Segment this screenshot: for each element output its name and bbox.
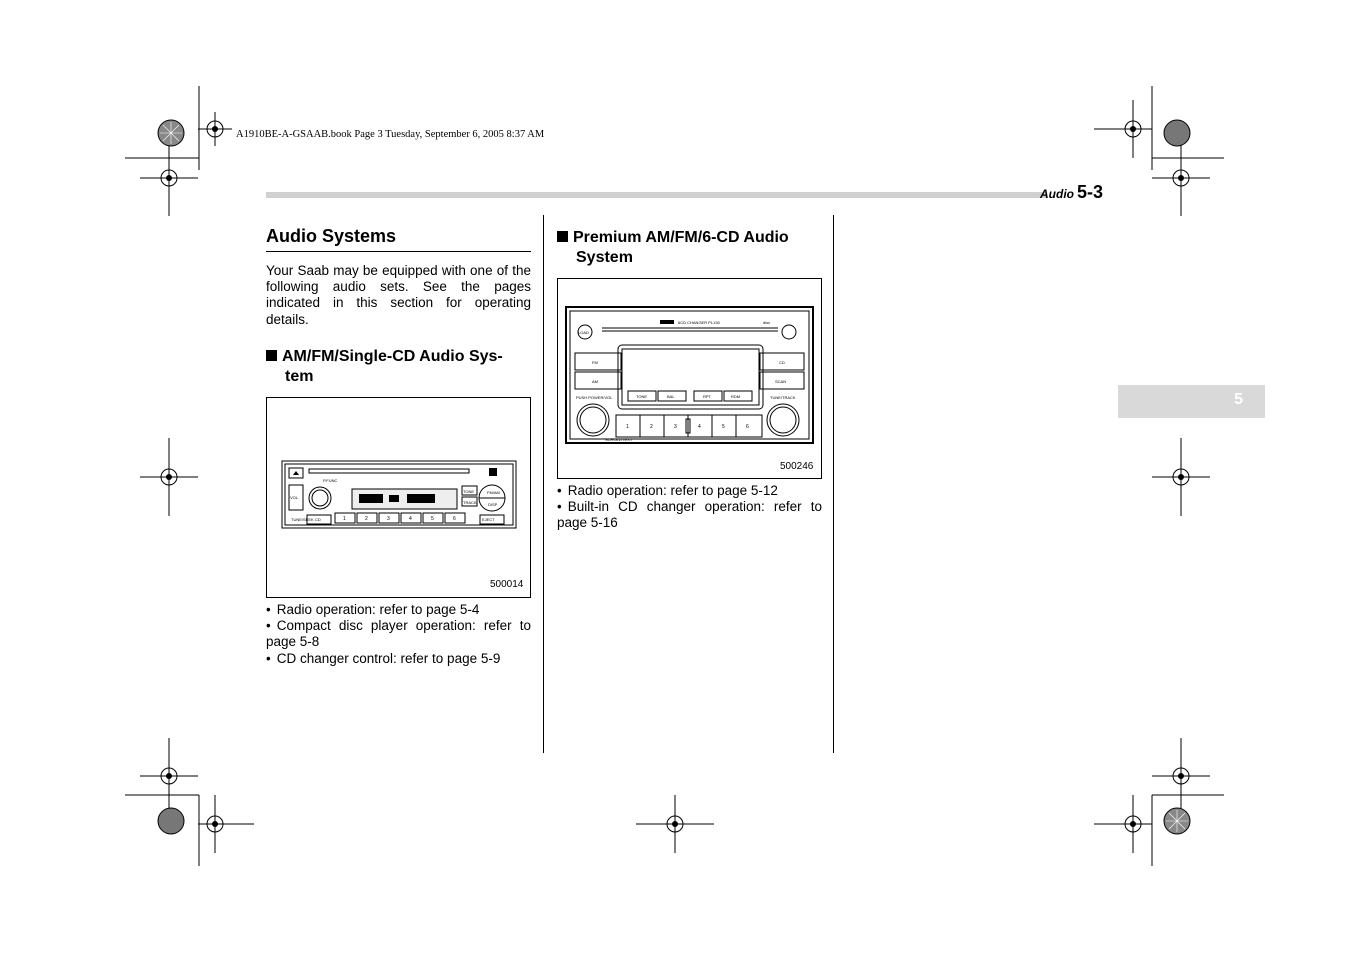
svg-text:2: 2 xyxy=(650,424,653,430)
header-bar xyxy=(266,192,1046,198)
svg-text:3: 3 xyxy=(387,516,390,522)
svg-text:4: 4 xyxy=(698,424,701,430)
svg-text:TRACK: TRACK xyxy=(463,500,477,505)
svg-text:6: 6 xyxy=(453,516,456,522)
single-cd-radio-illustration xyxy=(267,398,530,597)
column-divider-2 xyxy=(833,215,834,753)
svg-text:TONE: TONE xyxy=(463,489,475,494)
svg-text:1: 1 xyxy=(343,516,346,522)
svg-text:TUNE/TRACK: TUNE/TRACK xyxy=(770,395,796,400)
square-bullet-icon xyxy=(266,350,277,361)
title-rule xyxy=(266,251,531,252)
svg-text:DISP: DISP xyxy=(488,502,498,507)
figure-single-cd xyxy=(266,397,531,598)
figure-6cd xyxy=(557,278,822,479)
running-head-section: Audio xyxy=(1040,187,1074,201)
system2-bullet-list xyxy=(557,483,822,532)
svg-text:AM: AM xyxy=(592,379,598,384)
svg-text:SCROLL/TEXT: SCROLL/TEXT xyxy=(605,437,633,442)
svg-text:RDM: RDM xyxy=(731,394,741,399)
svg-text:6CD CHANGER PL130: 6CD CHANGER PL130 xyxy=(678,320,720,325)
svg-text:LOAD: LOAD xyxy=(578,330,589,335)
svg-text:FM: FM xyxy=(592,360,598,365)
list-item: • Radio operation: refer to page 5-4 xyxy=(266,602,531,618)
svg-text:SCAN: SCAN xyxy=(775,379,787,384)
figure-id: 500014 xyxy=(490,579,524,590)
figure-id: 500246 xyxy=(780,461,814,472)
list-item: • Built-in CD changer operation: refer to page 5-16 xyxy=(557,499,822,531)
svg-text:PUSH POWER/VOL: PUSH POWER/VOL xyxy=(576,395,613,400)
chapter-tab: 5 xyxy=(1118,385,1265,418)
list-item: • CD changer control: refer to page 5-9 xyxy=(266,651,531,667)
system1-bullet-list xyxy=(266,602,531,667)
svg-text:CD: CD xyxy=(315,517,321,522)
svg-text:6: 6 xyxy=(746,424,749,430)
column-divider-1 xyxy=(543,215,544,753)
svg-text:2: 2 xyxy=(365,516,368,522)
svg-text:TUNE/SEEK: TUNE/SEEK xyxy=(291,517,314,522)
book-info-line: A1910BE-A-GSAAB.book Page 3 Tuesday, September 6, 2005 8:37 AM xyxy=(236,129,545,140)
svg-text:3: 3 xyxy=(674,424,677,430)
system1-heading: AM/FM/Single-CD Audio Sys- tem xyxy=(266,347,536,386)
section-title: Audio Systems xyxy=(266,226,397,246)
svg-text:P.FUNC: P.FUNC xyxy=(323,478,338,483)
svg-text:5: 5 xyxy=(431,516,434,522)
svg-text:FM/AM: FM/AM xyxy=(487,490,500,495)
square-bullet-icon xyxy=(557,231,568,242)
svg-text:BAL: BAL xyxy=(667,394,675,399)
svg-text:VOL: VOL xyxy=(290,495,299,500)
list-item: • Radio operation: refer to page 5-12 xyxy=(557,483,822,499)
svg-text:4: 4 xyxy=(409,516,412,522)
svg-text:EJECT: EJECT xyxy=(482,517,495,522)
list-item: • Compact disc player operation: refer to page 5-8 xyxy=(266,618,531,650)
svg-text:1: 1 xyxy=(626,424,629,430)
svg-text:CD: CD xyxy=(779,360,785,365)
running-head xyxy=(1040,182,1103,203)
svg-text:disc: disc xyxy=(763,320,771,325)
six-cd-radio-illustration xyxy=(558,279,821,478)
system2-heading: Premium AM/FM/6-CD Audio System xyxy=(557,228,827,267)
running-head-page: 5-3 xyxy=(1077,182,1104,202)
svg-text:TONE: TONE xyxy=(636,394,648,399)
svg-text:5: 5 xyxy=(722,424,725,430)
svg-text:RPT: RPT xyxy=(703,394,711,399)
intro-paragraph: Your Saab may be equipped with one of the following audio sets. See the pages indicated in this section for operating details. xyxy=(266,263,531,327)
